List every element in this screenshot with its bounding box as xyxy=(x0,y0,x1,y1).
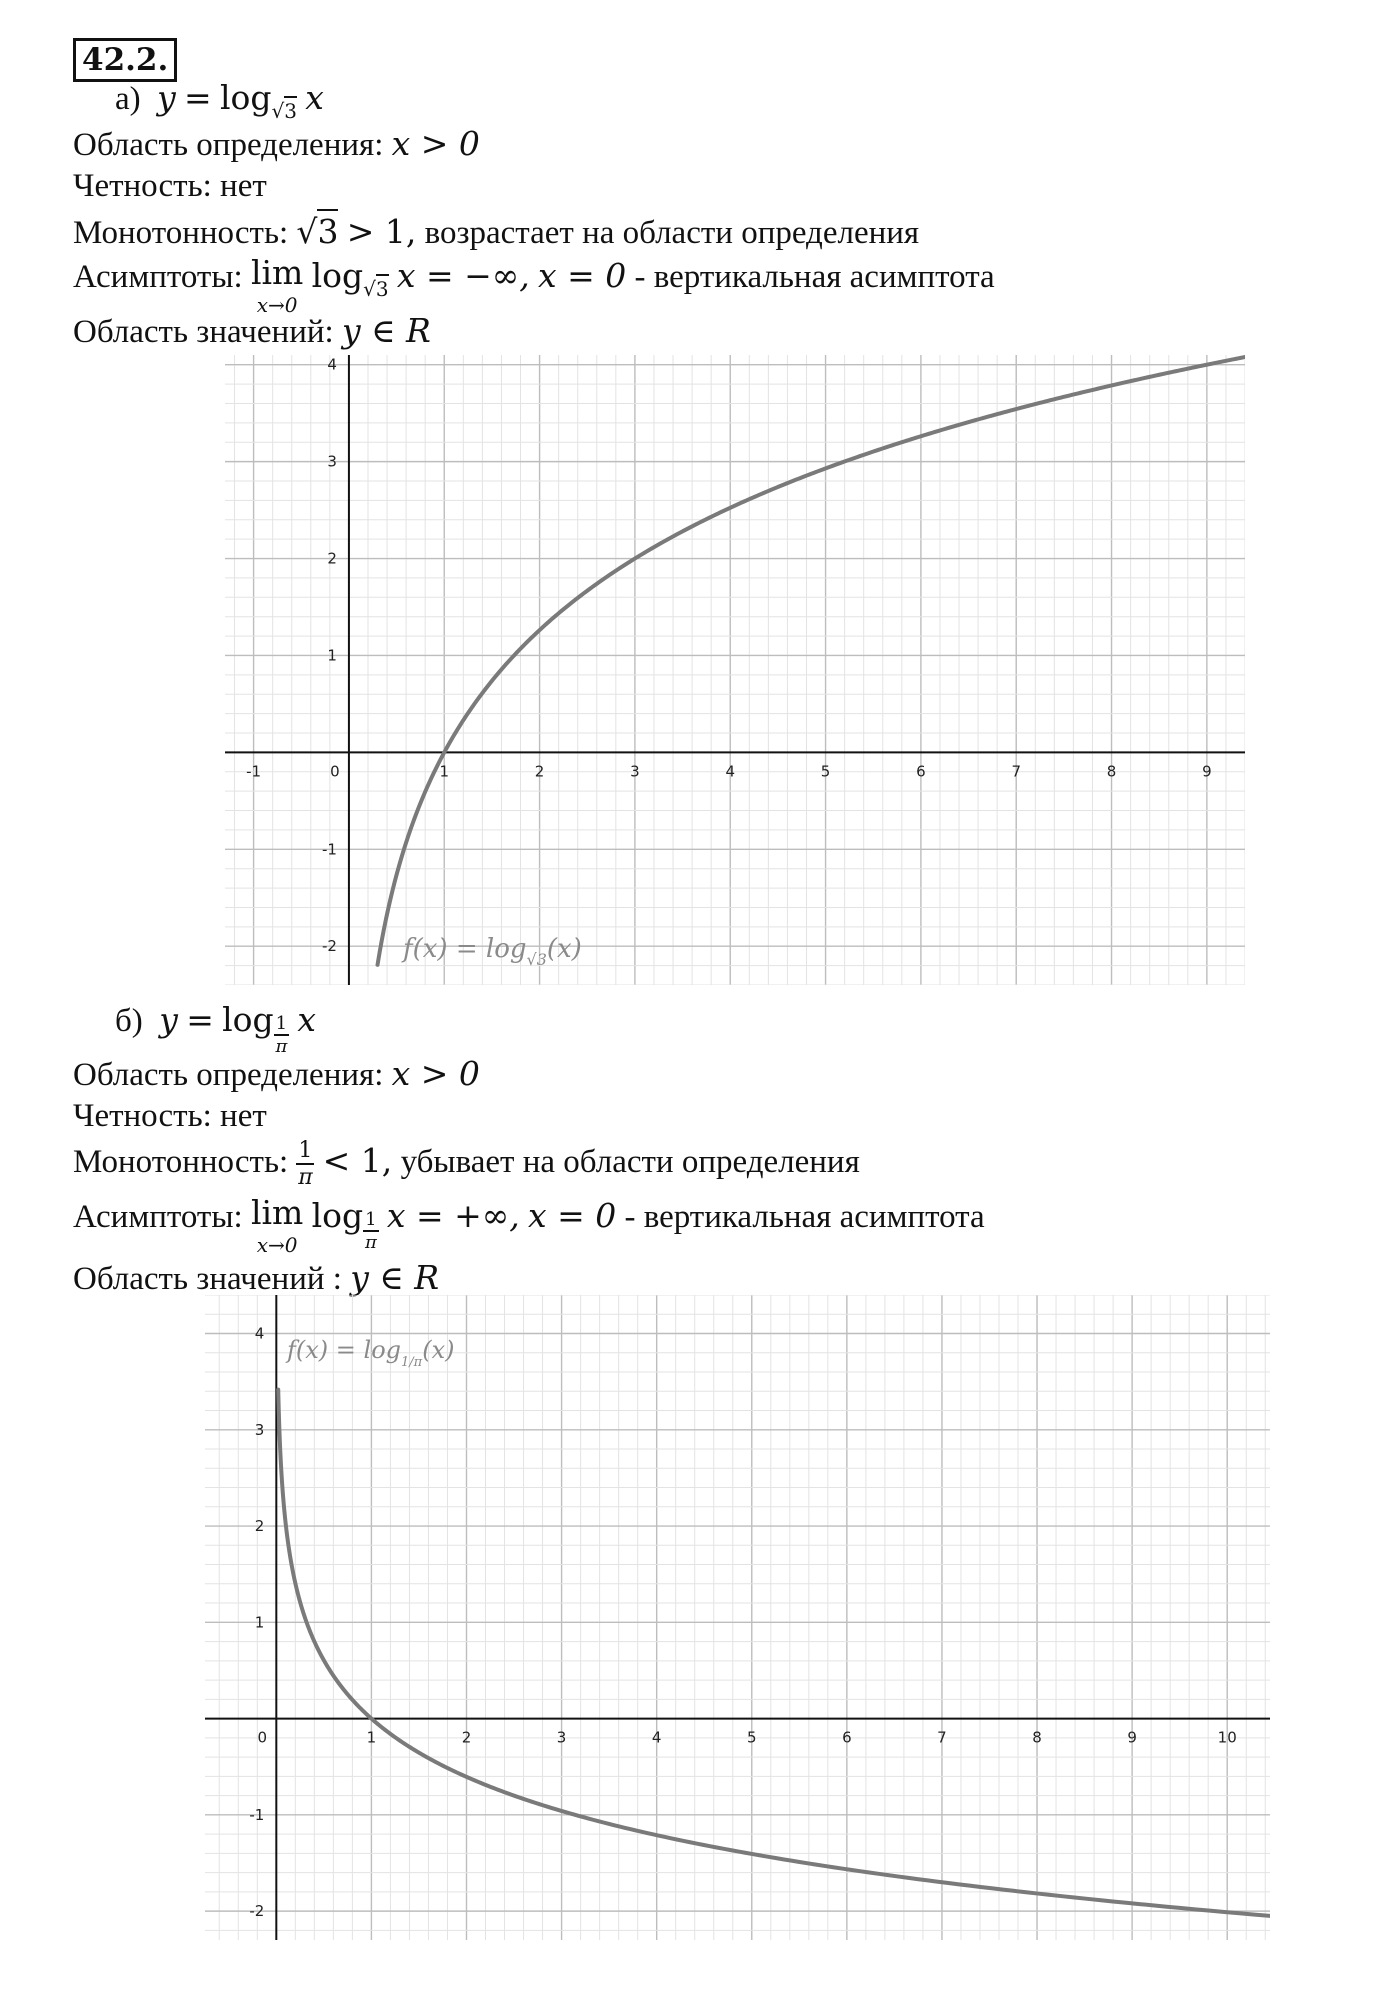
x-tick-label: 0 xyxy=(257,1728,268,1747)
part-a-range: Область значений: y ∈ R xyxy=(73,311,431,350)
y-tick-label: 2 xyxy=(327,549,337,568)
part-b-asymptotes: Асимптоты: lim x→0 log $\frac{1}{\pi}$ x = +∞, x = 0 - вертикальная асимптота xyxy=(73,1193,985,1257)
y-tick-label: 4 xyxy=(254,1324,265,1343)
x-tick-label: 2 xyxy=(534,762,545,781)
y-tick-label: 3 xyxy=(327,452,337,471)
x-tick-label: 4 xyxy=(651,1728,662,1747)
x-tick-label: 7 xyxy=(937,1728,947,1747)
part-b-domain: Область определения: x > 0 xyxy=(73,1054,480,1093)
x-tick-label: 6 xyxy=(916,762,926,781)
graph-log-1-over-pi xyxy=(205,1295,1270,1940)
y-tick-label: 2 xyxy=(254,1517,265,1536)
x-tick-label: 0 xyxy=(330,762,340,781)
x-tick-label: 3 xyxy=(630,762,640,781)
x-tick-label: 1 xyxy=(439,762,450,781)
graph-a-function-label: $f(x) = \log_{√3}(x)$ xyxy=(403,934,582,969)
x-tick-label: 10 xyxy=(1217,1728,1237,1747)
graph-b-function-label: $f(x) = \log_{1/\pi}(x)$ xyxy=(287,1336,455,1370)
x-tick-label: 3 xyxy=(556,1728,567,1747)
part-a-monotonicity: Монотонность: √3 > 1, возрастает на области определения xyxy=(73,212,919,253)
y-tick-label: -2 xyxy=(249,1902,265,1921)
y-tick-label: 1 xyxy=(254,1613,265,1632)
part-b-parity: Четность: нет xyxy=(73,1098,267,1134)
x-tick-label: 9 xyxy=(1202,762,1212,781)
grid xyxy=(225,355,1245,985)
part-a-asymptotes: Асимптоты: lim x→0 $\log_{√3} x$ = −∞, x = 0 - вертикальная асимптота xyxy=(73,253,995,317)
y-tick-label: 1 xyxy=(327,646,337,665)
part-b-range: Область значений : y ∈ R xyxy=(73,1258,440,1297)
part-b-formula: б) y = log $\frac{1}{\pi}$ x xyxy=(115,1000,316,1057)
part-a-formula: а) $y = \log_{√3} x$ xyxy=(115,78,324,123)
function-curve xyxy=(378,357,1245,969)
y-tick-label: -2 xyxy=(321,937,337,956)
x-tick-label: 1 xyxy=(366,1728,377,1747)
x-tick-label: 5 xyxy=(746,1728,757,1747)
part-a-domain: Область определения: x > 0 xyxy=(73,124,480,163)
y-tick-label: -1 xyxy=(321,840,337,859)
x-tick-label: 9 xyxy=(1127,1728,1137,1747)
y-tick-label: 3 xyxy=(254,1420,265,1439)
part-b-monotonicity: Монотонность: $\frac{1}{\pi}$ < 1, убывает на области определения xyxy=(73,1138,860,1190)
x-tick-label: 7 xyxy=(1011,762,1021,781)
x-tick-label: 5 xyxy=(820,762,831,781)
y-tick-label: 4 xyxy=(327,355,337,374)
grid xyxy=(205,1295,1270,1940)
graph-log-sqrt3 xyxy=(225,355,1245,985)
y-tick-label: -1 xyxy=(249,1805,265,1824)
x-tick-label: 4 xyxy=(725,762,736,781)
x-tick-label: 6 xyxy=(842,1728,852,1747)
x-tick-label: 8 xyxy=(1032,1728,1042,1747)
x-tick-label: 2 xyxy=(461,1728,472,1747)
problem-number: 42.2. xyxy=(73,38,177,82)
x-tick-label: -1 xyxy=(246,762,262,781)
part-a-parity: Четность: нет xyxy=(73,168,267,204)
x-tick-label: 8 xyxy=(1106,762,1117,781)
